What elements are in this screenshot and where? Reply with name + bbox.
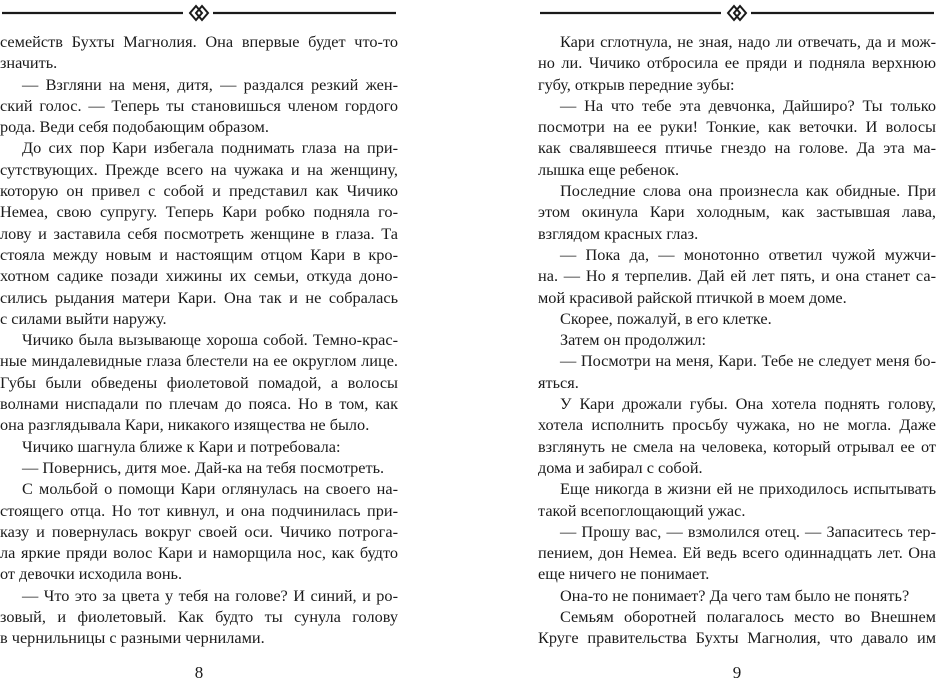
text-line: Кари сглотнула, не зная, надо ли отвечать, да и мож- bbox=[560, 32, 936, 51]
text-line: этом окинула Кари холодным, как застывшая лава, bbox=[538, 202, 936, 222]
text-line: хотела исполнить просьбу чужака, но не могла. Даже bbox=[538, 415, 936, 435]
right-page-text bbox=[538, 31, 936, 649]
text-line: еще ничего не понимает. bbox=[538, 564, 710, 584]
text-line: Чичико была вызывающе хороша собой. Темно-крас- bbox=[22, 330, 398, 350]
text-line: До сих пор Кари избегала поднимать глаза на при- bbox=[22, 138, 398, 158]
text-line: — Пока да, — монотонно ответил чужой мужчи- bbox=[560, 244, 936, 264]
text-line: сились рыдания матери Кари. Она так и не собралась bbox=[0, 287, 398, 307]
text-line: лышка еще ребенок. bbox=[538, 159, 680, 179]
text-line: — Взгляни на меня, дитя, — раздался резкий жен- bbox=[22, 74, 398, 94]
text-line: У Кари дрожали губы. Она хотела поднять голову, bbox=[560, 394, 936, 414]
text-line: как свалявшееся птичье гнездо на голове. Да эта ма- bbox=[538, 138, 936, 158]
text-line: пением, дон Немеа. Ей ведь всего одиннадцать лет. Она bbox=[538, 543, 936, 563]
text-line: казу и повернулась вокруг своей оси. Чичико потрога- bbox=[0, 521, 398, 541]
text-line: Еще никогда в жизни ей не приходилось испытывать bbox=[560, 479, 936, 499]
text-line: но ли. Чичико отбросила ее пряди и подняла верхнюю bbox=[538, 53, 936, 73]
text-line: Семьям оборотней полагалось место во Внешнем bbox=[560, 607, 936, 627]
text-line: Затем он продолжил: bbox=[560, 330, 707, 350]
text-line: Немеа, свою супругу. Теперь Кари робко подняла го- bbox=[0, 202, 398, 222]
text-line: С мольбой о помощи Кари оглянулась на своего на- bbox=[22, 479, 398, 499]
left-page bbox=[0, 0, 398, 684]
text-line: стоящего отца. Но тот кивнул, и она подчинилась при- bbox=[0, 500, 398, 520]
text-line: губу, открыв передние зубы: bbox=[538, 74, 735, 94]
text-line: ла яркие пряди волос Кари и наморщила нос, как будто bbox=[0, 543, 398, 563]
text-line: ные миндалевидные глаза блестели на ее округлом лице. bbox=[0, 351, 398, 371]
text-line: которую он привел с собой и представил как Чичико bbox=[0, 181, 398, 201]
text-line: от девочки исходила вонь. bbox=[0, 564, 183, 584]
text-line: Она-то не понимает? Да чего там было не понять? bbox=[560, 585, 910, 605]
left-page-text bbox=[0, 31, 398, 649]
text-line: Круге правительства Бухты Магнолия, что давало им bbox=[538, 628, 936, 648]
text-line: взглянуть не смела на человека, который отрывал ее от bbox=[538, 436, 936, 456]
text-line: яться. bbox=[538, 372, 579, 392]
text-line: Последние слова она произнесла как обидные. При bbox=[560, 181, 936, 201]
text-line: она разглядывала Кари, никакого изящества не было. bbox=[0, 415, 370, 435]
text-line: Чичико шагнула ближе к Кари и потребовала: bbox=[22, 436, 341, 456]
page-number: 9 bbox=[732, 663, 742, 682]
text-line: взглядом красных глаз. bbox=[538, 223, 699, 243]
text-line: значить. bbox=[0, 53, 58, 73]
text-line: дома и забирал с собой. bbox=[538, 457, 703, 477]
text-line: ский голос. — Теперь ты становишься членом гордого bbox=[0, 95, 398, 115]
header-ornament-icon bbox=[538, 2, 936, 22]
text-line: такой всепоглощающий ужас. bbox=[538, 500, 746, 520]
text-line: сутствующих. Прежде всего на чужака и на женщину, bbox=[0, 159, 398, 179]
text-line: — На что тебе эта девчонка, Дайширо? Ты только bbox=[560, 95, 936, 115]
text-line: посмотри на ее руки! Тонкие, как веточки. И волосы bbox=[538, 117, 936, 137]
text-line: стояла между новым и настоящим отцом Кари в кро- bbox=[0, 244, 398, 264]
text-line: — Что это за цвета у тебя на голове? И синий, и ро- bbox=[22, 585, 398, 605]
text-line: — Прошу вас, — взмолился отец. — Запаситесь тер- bbox=[560, 521, 936, 541]
text-line: семейств Бухты Магнолия. Она впервые будет что-то bbox=[0, 32, 398, 51]
text-line: лову и заставила себя посмотреть женщине в глаза. Та bbox=[0, 223, 398, 243]
header-ornament-icon bbox=[0, 2, 398, 22]
page-number: 8 bbox=[194, 663, 204, 682]
text-line: — Посмотри на меня, Кари. Тебе не следует меня бо- bbox=[560, 351, 936, 371]
text-line: зовый, и фиолетовый. Как будто ты сунула голову bbox=[0, 607, 398, 627]
text-line: — Повернись, дитя мое. Дай-ка на тебя посмотреть. bbox=[22, 457, 385, 477]
text-line: волнами ниспадали по плечам до пояса. Но в том, как bbox=[0, 394, 398, 414]
text-line: рода. Веди себя подобающим образом. bbox=[0, 117, 269, 137]
right-page bbox=[538, 0, 936, 684]
text-line: хотном садике позади хижины их семьи, откуда доно- bbox=[0, 266, 398, 286]
text-line: на. — Но я терпелив. Дай ей лет пять, и она станет са- bbox=[538, 266, 936, 286]
text-line: с силами выйти наружу. bbox=[0, 308, 167, 328]
text-line: Губы были обведены фиолетовой помадой, а волосы bbox=[0, 372, 398, 392]
text-line: мой красивой райской птичкой в моем доме. bbox=[538, 287, 847, 307]
text-line: в чернильницы с разными чернилами. bbox=[0, 628, 265, 648]
text-line: Скорее, пожалуй, в его клетке. bbox=[560, 308, 772, 328]
